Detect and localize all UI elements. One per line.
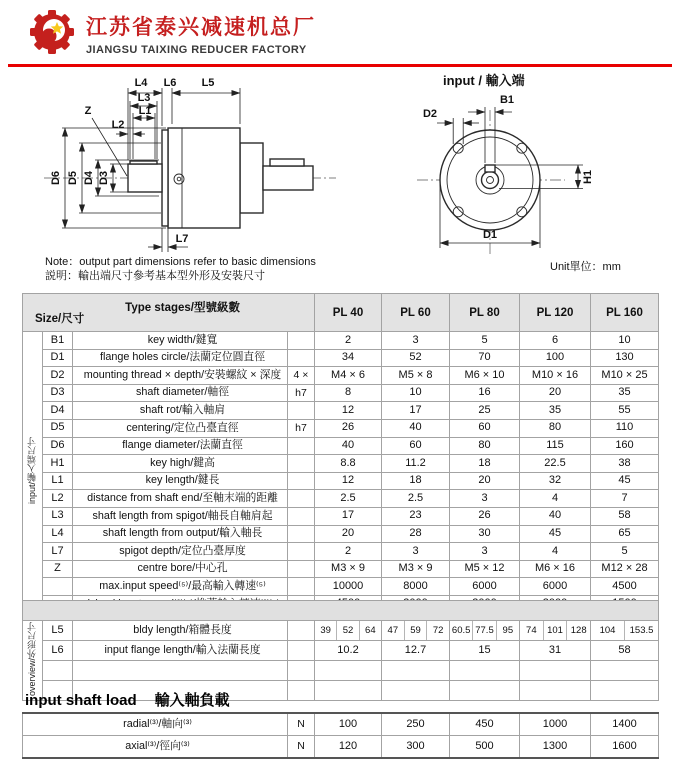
value-cell: 4 (520, 490, 591, 508)
value-cell: 12.7 (382, 641, 450, 661)
value-cell: 35 (520, 402, 591, 420)
value-cell: 4500 (591, 578, 659, 596)
table-row (23, 490, 659, 508)
value-cell: 115 (520, 437, 591, 455)
row-code: L5 (43, 621, 73, 641)
value-cell: 30 (450, 525, 520, 543)
row-code: L1 (43, 472, 73, 490)
dim-label-D6: D6 (50, 170, 62, 186)
output-shaft (263, 166, 313, 190)
table-row (23, 437, 659, 455)
value-cell: 100 (315, 713, 382, 736)
dim-label-L4: L4 (134, 77, 148, 89)
value-cell: 55 (591, 402, 659, 420)
value-cell (520, 621, 591, 641)
value-cell: 5 (450, 332, 520, 350)
value-cell: 20 (450, 472, 520, 490)
value-cell: 3 (382, 543, 450, 561)
row-unit: N (288, 713, 315, 736)
value-cell: 18 (450, 455, 520, 473)
value-cell: 500 (450, 736, 520, 759)
row-desc: radial⁽³⁾/軸向⁽³⁾ (23, 713, 288, 736)
table-row (23, 641, 659, 661)
value-cell: 450 (450, 713, 520, 736)
table-row (23, 455, 659, 473)
input-shaft-load-table (22, 712, 659, 759)
col-header-pl80: PL 80 (450, 294, 520, 332)
value-cell: 6000 (450, 578, 520, 596)
value-cell: 58 (591, 507, 659, 525)
value-cell: 15 (450, 641, 520, 661)
value-cell: 80 (520, 419, 591, 437)
col-header-pl160: PL 160 (591, 294, 659, 332)
company-name-cn: 江苏省泰兴减速机总厂 (86, 16, 316, 39)
table-row (23, 713, 659, 736)
row-qualifier (288, 578, 315, 596)
note-line-cn: 説明：輸出端尺寸參考基本型外形及安裝尺寸 (45, 270, 265, 282)
sub-value: 77.5 (472, 621, 495, 640)
row-qualifier (288, 437, 315, 455)
value-cell: 4 (520, 543, 591, 561)
row-qualifier (288, 507, 315, 525)
value-cell: 130 (591, 349, 659, 367)
side-view-drawing (28, 70, 358, 260)
value-cell: M10 × 16 (520, 367, 591, 385)
value-cell: 35 (591, 384, 659, 402)
unit-label: Unit單位：mm (550, 261, 621, 273)
output-flange-ring (240, 143, 263, 213)
sub-value: 60.5 (451, 624, 471, 636)
value-cell: 2.5 (315, 490, 382, 508)
overview-dimension-table (22, 600, 659, 701)
value-cell: 7 (591, 490, 659, 508)
header-divider (8, 64, 672, 67)
table-row (23, 525, 659, 543)
row-desc: shaft length from spigot/軸長自軸肩起 (73, 507, 288, 525)
value-cell: 1300 (520, 736, 591, 759)
value-cell (591, 661, 659, 681)
value-cell: 11.2 (382, 455, 450, 473)
table-header-corner (23, 294, 315, 332)
row-desc: bldy length/箱體長度 (73, 621, 288, 641)
value-cell: 60 (382, 437, 450, 455)
dim-label-L2: L2 (111, 119, 125, 131)
row-desc: key length/鍵長 (73, 472, 288, 490)
value-cell: M3 × 9 (382, 560, 450, 578)
value-cell: 5 (591, 543, 659, 561)
row-desc: spigot depth/定位凸臺厚度 (73, 543, 288, 561)
row-code: D2 (43, 367, 73, 385)
value-cell: 10 (591, 332, 659, 350)
input-shaft-key (130, 161, 157, 164)
row-desc: shaft diameter/軸徑 (73, 384, 288, 402)
row-qualifier (288, 455, 315, 473)
value-cell: 17 (382, 402, 450, 420)
value-cell: 34 (315, 349, 382, 367)
value-cell (450, 621, 520, 641)
value-cell: 250 (382, 713, 450, 736)
table-row (23, 332, 659, 350)
row-desc: flange diameter/法蘭直徑 (73, 437, 288, 455)
value-cell (591, 621, 659, 641)
value-cell: 1000 (520, 713, 591, 736)
table-row (23, 349, 659, 367)
row-desc (73, 661, 288, 681)
row-desc: flange holes circle/法蘭定位圓直徑 (73, 349, 288, 367)
value-cell: 1400 (591, 713, 659, 736)
row-code: H1 (43, 455, 73, 473)
row-qualifier (288, 490, 315, 508)
value-cell: 6000 (520, 578, 591, 596)
table-row (23, 736, 659, 759)
value-cell: 25 (450, 402, 520, 420)
value-cell (450, 661, 520, 681)
value-cell: 20 (315, 525, 382, 543)
value-cell: 8000 (382, 578, 450, 596)
table-header-row (23, 294, 659, 332)
row-code (43, 661, 73, 681)
value-cell: 8 (315, 384, 382, 402)
value-cell: M12 × 28 (591, 560, 659, 578)
value-cell: 26 (450, 507, 520, 525)
value-cell (382, 661, 450, 681)
value-cell: 12 (315, 402, 382, 420)
sub-value: 47 (387, 624, 399, 636)
value-cell: 40 (382, 419, 450, 437)
row-code: B1 (43, 332, 73, 350)
dim-label-D3: D3 (98, 170, 110, 186)
row-qualifier (288, 560, 315, 578)
sub-value: 72 (426, 621, 449, 640)
value-cell: 100 (520, 349, 591, 367)
col-header-pl60: PL 60 (382, 294, 450, 332)
value-cell (315, 661, 382, 681)
load-title-en: input shaft load (25, 692, 137, 709)
dim-label-L1: L1 (138, 105, 152, 117)
value-cell: 32 (520, 472, 591, 490)
value-cell: 45 (520, 525, 591, 543)
value-cell: 2 (315, 543, 382, 561)
value-cell (382, 681, 450, 701)
table-row (23, 621, 659, 641)
value-cell: M10 × 25 (591, 367, 659, 385)
row-desc: key width/鍵寬 (73, 332, 288, 350)
row-desc: input flange length/輸入法蘭長度 (73, 641, 288, 661)
row-code: L7 (43, 543, 73, 561)
side-rotated-label (23, 332, 43, 614)
value-cell: 40 (315, 437, 382, 455)
sub-value: 52 (336, 621, 358, 640)
value-cell: 10.2 (315, 641, 382, 661)
table-separator-band (23, 601, 659, 621)
value-cell: 8.8 (315, 455, 382, 473)
value-cell (315, 681, 382, 701)
dim-label-B1: B1 (499, 94, 515, 106)
row-qualifier (288, 621, 315, 641)
col-header-pl120: PL 120 (520, 294, 591, 332)
table-row (23, 384, 659, 402)
value-cell: 31 (520, 641, 591, 661)
table-row (23, 419, 659, 437)
row-code: D1 (43, 349, 73, 367)
row-code: L4 (43, 525, 73, 543)
row-unit: N (288, 736, 315, 759)
sub-value: 74 (526, 624, 537, 636)
value-cell: 18 (382, 472, 450, 490)
value-cell: M5 × 12 (450, 560, 520, 578)
value-cell (315, 621, 382, 641)
row-code: L6 (43, 641, 73, 661)
row-qualifier (288, 402, 315, 420)
row-desc: axial⁽³⁾/徑向⁽³⁾ (23, 736, 288, 759)
value-cell: 120 (315, 736, 382, 759)
value-cell: 3 (450, 490, 520, 508)
table-row (23, 543, 659, 561)
row-desc: centering/定位凸臺直徑 (73, 419, 288, 437)
table-row (23, 472, 659, 490)
value-cell: 22.5 (520, 455, 591, 473)
row-code: D3 (43, 384, 73, 402)
row-qualifier (288, 641, 315, 661)
dim-label-D4: D4 (83, 170, 95, 186)
value-cell: 28 (382, 525, 450, 543)
value-cell: 45 (591, 472, 659, 490)
sub-value: 153.5 (624, 621, 658, 640)
row-desc: shaft rot/輸入軸肩 (73, 402, 288, 420)
value-cell: 3 (450, 543, 520, 561)
value-cell: 38 (591, 455, 659, 473)
sub-value: 64 (359, 621, 381, 640)
value-cell: 40 (520, 507, 591, 525)
dim-label-L5: L5 (201, 77, 215, 89)
table-row (23, 578, 659, 596)
company-name-en: JIANGSU TAIXING REDUCER FACTORY (86, 44, 307, 56)
table-row (23, 402, 659, 420)
row-code: Z (43, 560, 73, 578)
row-desc: mounting thread × depth/安裝螺紋 × 深度 (73, 367, 288, 385)
load-section-title (25, 689, 230, 710)
value-cell (520, 661, 591, 681)
value-cell: M6 × 10 (450, 367, 520, 385)
row-desc: key high/鍵高 (73, 455, 288, 473)
side-label-text: input/輸入端尺寸 (27, 436, 37, 504)
sub-value: 128 (566, 621, 590, 640)
note-line-en: Note：output part dimensions refer to basic dimensions (45, 256, 316, 268)
value-cell: 17 (315, 507, 382, 525)
input-shaft (128, 164, 162, 192)
value-cell: 2.5 (382, 490, 450, 508)
dim-label-Z: Z (84, 105, 92, 117)
value-cell: 23 (382, 507, 450, 525)
company-logo (26, 6, 78, 58)
row-qualifier (288, 349, 315, 367)
row-qualifier (288, 681, 315, 701)
table-row (23, 560, 659, 578)
main-dimension-table (22, 293, 659, 614)
size-label: Size/尺寸 (35, 313, 85, 325)
value-cell (520, 681, 591, 701)
row-code: D5 (43, 419, 73, 437)
value-cell: 65 (591, 525, 659, 543)
value-cell: 3 (382, 332, 450, 350)
row-qualifier: h7 (288, 419, 315, 437)
output-shaft-key (270, 159, 304, 166)
value-cell: 6 (520, 332, 591, 350)
value-cell: 300 (382, 736, 450, 759)
row-code: D4 (43, 402, 73, 420)
value-cell: 10000 (315, 578, 382, 596)
keyway (485, 165, 495, 172)
gearbox-body (168, 128, 240, 228)
value-cell (382, 621, 450, 641)
value-cell: 70 (450, 349, 520, 367)
value-cell: 58 (591, 641, 659, 661)
row-desc: max.input speed⁽⁵⁾/最高輸入轉速⁽⁵⁾ (73, 578, 288, 596)
sub-value: 59 (404, 621, 427, 640)
input-flange-plate (162, 130, 168, 226)
row-desc: distance from shaft end/至軸末端的距離 (73, 490, 288, 508)
type-stages-label: Type stages/型號級數 (125, 302, 240, 314)
value-cell: 60 (450, 419, 520, 437)
dim-label-D5: D5 (67, 170, 79, 186)
sub-value: 104 (599, 624, 616, 636)
value-cell: 1600 (591, 736, 659, 759)
value-cell: M3 × 9 (315, 560, 382, 578)
row-qualifier: h7 (288, 384, 315, 402)
row-code: D6 (43, 437, 73, 455)
value-cell: 10 (382, 384, 450, 402)
note-block (45, 255, 316, 283)
input-shaft-circle (482, 172, 499, 189)
dim-label-H1: H1 (582, 169, 594, 185)
value-cell: 26 (315, 419, 382, 437)
sub-value: 101 (543, 621, 567, 640)
table-row (23, 507, 659, 525)
col-header-pl40: PL 40 (315, 294, 382, 332)
front-view-drawing (395, 70, 670, 262)
value-cell: 160 (591, 437, 659, 455)
row-desc: shaft length from output/輸入軸長 (73, 525, 288, 543)
row-qualifier (288, 543, 315, 561)
value-cell: 12 (315, 472, 382, 490)
row-qualifier (288, 472, 315, 490)
value-cell: 20 (520, 384, 591, 402)
front-view-title: input / 輸入端 (443, 73, 525, 88)
row-qualifier (288, 661, 315, 681)
side-label-text: overview/外形尺寸 (27, 621, 37, 696)
table-row (23, 367, 659, 385)
value-cell: M4 × 6 (315, 367, 382, 385)
dim-label-D1: D1 (482, 229, 498, 241)
value-cell: 80 (450, 437, 520, 455)
row-qualifier (288, 332, 315, 350)
dim-label-D2: D2 (422, 108, 438, 120)
value-cell: 110 (591, 419, 659, 437)
row-code: L2 (43, 490, 73, 508)
value-cell: M5 × 8 (382, 367, 450, 385)
sub-value: 95 (496, 621, 519, 640)
row-qualifier: 4 × (288, 367, 315, 385)
row-code: L3 (43, 507, 73, 525)
value-cell (450, 681, 520, 701)
row-qualifier (288, 525, 315, 543)
dim-label-L7: L7 (175, 233, 189, 245)
value-cell: M6 × 16 (520, 560, 591, 578)
value-cell: 2 (315, 332, 382, 350)
dim-label-L6: L6 (163, 77, 177, 89)
value-cell (591, 681, 659, 701)
sub-value: 39 (320, 624, 331, 636)
table-row (23, 661, 659, 681)
row-code (43, 578, 73, 596)
value-cell: 16 (450, 384, 520, 402)
load-title-cn: 輸入軸負載 (154, 692, 230, 709)
row-desc: centre bore/中心孔 (73, 560, 288, 578)
value-cell: 52 (382, 349, 450, 367)
dim-label-L3: L3 (137, 92, 151, 104)
